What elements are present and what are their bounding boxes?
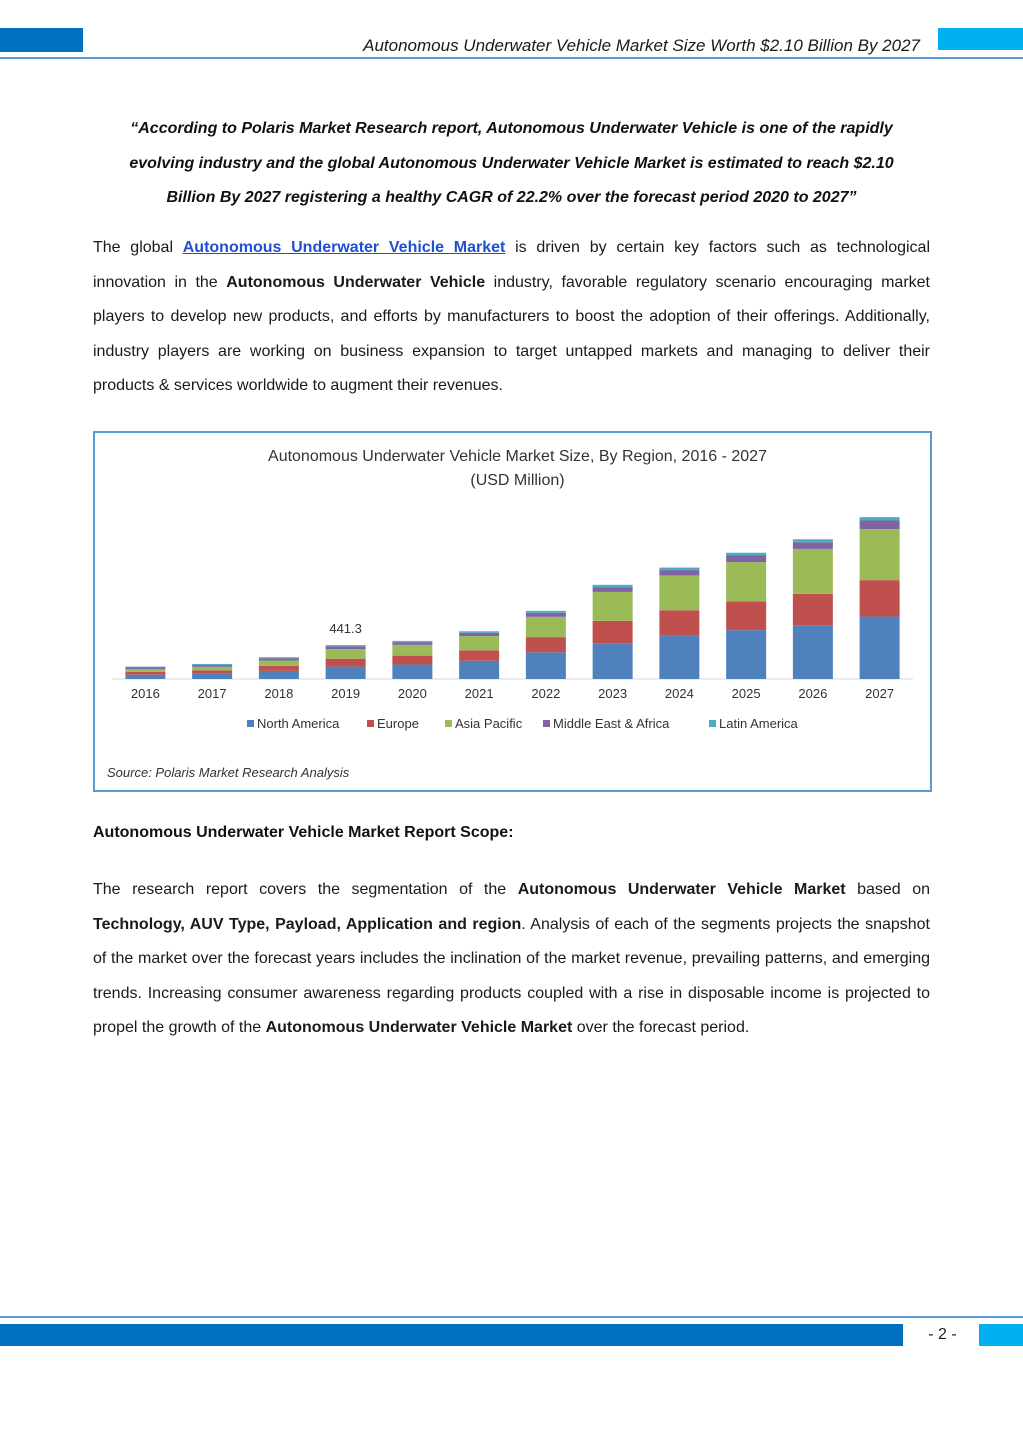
x-tick-label: 2023 (598, 686, 628, 701)
bar-2027-series-3 (860, 520, 900, 529)
x-tick-label: 2025 (731, 686, 761, 701)
bar-2020-series-1 (392, 656, 432, 665)
bar-2025-series-1 (726, 601, 766, 630)
bar-2027-series-4 (860, 517, 900, 520)
legend-swatch (543, 720, 550, 727)
scope-text-3: . Analysis of each of the segments projects the snapshot of the market over the forecast years includes the inclination of the market revenue, prevailing patterns, and emerging trends. Increasing consumer awareness regarding products coupled with a rise in disposable income is projected to propel the growth of the (93, 915, 931, 1037)
bar-2020-series-4 (392, 641, 432, 642)
bar-2019-series-3 (326, 646, 366, 649)
scope-text-2: based on (845, 881, 931, 898)
x-tick-label: 2021 (464, 686, 494, 701)
legend-label: Asia Pacific (455, 716, 523, 731)
bar-2023-series-4 (593, 585, 633, 587)
bar-2018-series-0 (259, 671, 299, 679)
scope-bold-1: Autonomous Underwater Vehicle Market (517, 881, 846, 898)
bar-2020-series-2 (392, 645, 432, 656)
scope-bold-2: Technology, AUV Type, Payload, Application and region (93, 915, 522, 933)
bar-2024-series-4 (659, 568, 699, 571)
bar-2024-series-2 (659, 575, 699, 610)
legend-swatch (709, 720, 716, 727)
market-link[interactable]: Autonomous Underwater Vehicle Market (182, 239, 506, 256)
intro-text-1: The global (93, 239, 183, 256)
x-tick-label: 2024 (664, 686, 694, 701)
scope-bold-3: Autonomous Underwater Vehicle Market (265, 1019, 573, 1037)
bar-2022-series-4 (526, 611, 566, 613)
bar-2026-series-0 (793, 625, 833, 679)
bar-2019-series-2 (326, 649, 366, 659)
x-tick-label: 2027 (865, 686, 895, 701)
bar-2023-series-2 (593, 592, 633, 621)
bar-2022-series-3 (526, 613, 566, 617)
x-tick-label: 2016 (130, 686, 160, 701)
intro-bold-1: Autonomous Underwater Vehicle (226, 273, 486, 291)
legend-label: Europe (377, 716, 419, 731)
x-tick-label: 2018 (264, 686, 294, 701)
quote-line-2: evolving industry and the global Autonomous Underwater Vehicle Market is estimated to reach $2.10 (129, 154, 894, 172)
bar-2025-series-0 (726, 630, 766, 679)
bar-2025-series-2 (726, 562, 766, 601)
x-tick-label: 2026 (798, 686, 828, 701)
legend-swatch (445, 720, 452, 727)
quote-line-1: “According to Polaris Market Research report, Autonomous Underwater Vehicle is one of the rapidly (130, 120, 893, 137)
bar-2024-series-1 (659, 610, 699, 636)
bar-2026-series-2 (793, 549, 833, 594)
bar-2026-series-1 (793, 594, 833, 625)
bar-2018-series-1 (259, 666, 299, 671)
legend-label: North America (257, 716, 340, 731)
x-tick-label: 2022 (531, 686, 561, 701)
bar-2022-series-0 (526, 652, 566, 679)
header-accent-left (0, 28, 83, 52)
bar-2020-series-3 (392, 642, 432, 645)
bar-2022-series-1 (526, 637, 566, 652)
bar-2025-series-4 (726, 553, 766, 556)
bar-2017-series-1 (192, 670, 232, 673)
scope-paragraph (93, 873, 930, 1046)
bar-2027-series-1 (860, 580, 900, 616)
bar-2021-series-2 (459, 636, 499, 650)
bar-2017-series-2 (192, 667, 232, 671)
bar-2026-series-3 (793, 542, 833, 549)
pull-quote (93, 112, 930, 216)
bar-2016-series-1 (125, 672, 165, 675)
intro-paragraph (93, 231, 930, 404)
page-number: - 2 - (928, 1326, 957, 1343)
quote-line-3: Billion By 2027 registering a healthy CAGR of 22.2% over the forecast period 2020 to 2027” (166, 189, 857, 206)
bar-2019-series-1 (326, 659, 366, 667)
intro-text-3: industry, favorable regulatory scenario encouraging market players to develop new products, and efforts by manufacturers to boost the adoption of their offerings. Additionally, industry players are working on business expansion to target untapped markets and managing to deliver their products & services worldwide to augment their revenues. (93, 273, 930, 395)
bar-2017-series-3 (192, 665, 232, 667)
legend-swatch (247, 720, 254, 727)
x-tick-label: 2020 (397, 686, 427, 701)
bar-2021-series-0 (459, 661, 499, 679)
legend-swatch (367, 720, 374, 727)
bar-2027-series-2 (860, 529, 900, 580)
bar-2018-series-2 (259, 660, 299, 665)
header-rule (0, 57, 1023, 59)
bar-2018-series-4 (259, 657, 299, 658)
bar-2022-series-2 (526, 617, 566, 637)
bar-2016-series-0 (125, 675, 165, 679)
footer-accent (979, 1324, 1023, 1346)
bar-2016-series-4 (125, 667, 165, 668)
data-label-annotation: 441.3 (329, 621, 362, 637)
chart-title: Autonomous Underwater Vehicle Market Size, By Region, 2016 - 2027 (268, 448, 767, 465)
legend-label: Middle East & Africa (553, 716, 670, 731)
bar-2024-series-0 (659, 636, 699, 679)
scope-text-1: The research report covers the segmentation of the (93, 881, 518, 898)
scope-heading: Autonomous Underwater Vehicle Market Report Scope: (93, 824, 514, 841)
bar-2016-series-3 (125, 667, 165, 669)
bar-2025-series-3 (726, 556, 766, 563)
bar-2027-series-0 (860, 617, 900, 679)
chart-figure (93, 431, 932, 792)
legend-label: Latin America (719, 716, 798, 731)
x-tick-label: 2019 (331, 686, 361, 701)
bar-2018-series-3 (259, 658, 299, 660)
footer-rule (0, 1316, 1023, 1318)
bar-2023-series-0 (593, 643, 633, 679)
bar-2023-series-1 (593, 621, 633, 643)
bar-2021-series-3 (459, 633, 499, 636)
x-tick-label: 2017 (197, 686, 227, 701)
bar-2023-series-3 (593, 587, 633, 592)
bar-2021-series-1 (459, 650, 499, 660)
bar-2024-series-3 (659, 570, 699, 575)
bar-2021-series-4 (459, 631, 499, 633)
bar-2019-series-4 (326, 645, 366, 646)
scope-text-4: over the forecast period. (572, 1019, 750, 1037)
footer-bar (0, 1324, 903, 1346)
bar-2017-series-4 (192, 664, 232, 665)
bar-2019-series-0 (326, 667, 366, 679)
header-accent-right (938, 28, 1023, 50)
bar-2020-series-0 (392, 665, 432, 679)
chart-subtitle: (USD Million) (470, 472, 565, 489)
chart-source: Source: Polaris Market Research Analysis (107, 765, 350, 780)
chart-plot (95, 433, 930, 790)
header-title: Autonomous Underwater Vehicle Market Size Worth $2.10 Billion By 2027 (363, 36, 920, 55)
bar-2017-series-0 (192, 674, 232, 679)
bar-2026-series-4 (793, 539, 833, 542)
bar-2016-series-2 (125, 669, 165, 672)
intro-text-2: is driven by certain key factors such as technological innovation in the (93, 239, 931, 291)
